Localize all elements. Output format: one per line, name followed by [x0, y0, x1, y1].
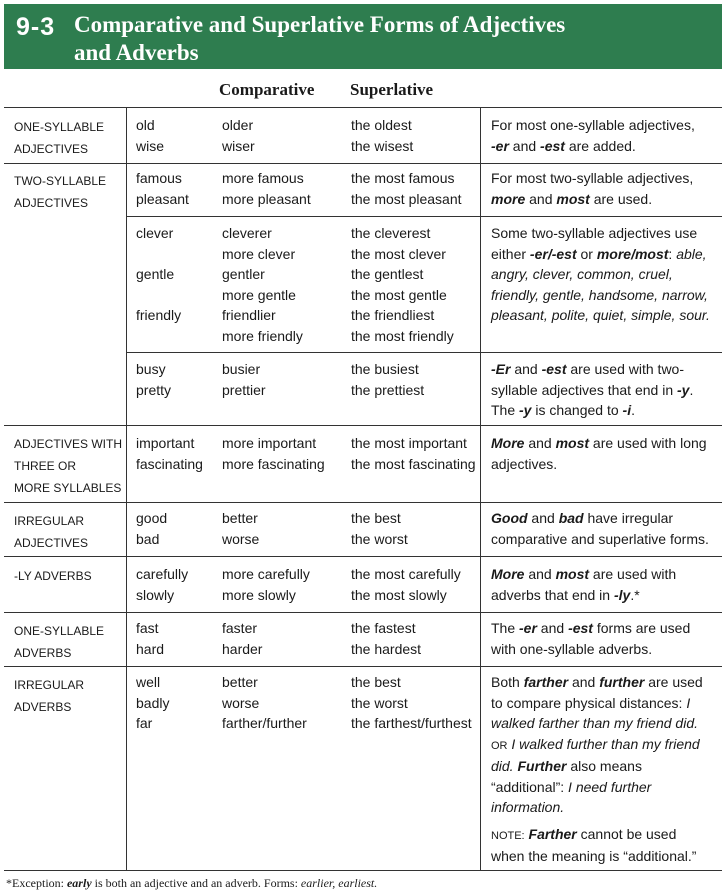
- superlative-forms: the most famous the most pleasant: [351, 170, 462, 207]
- superlative-forms: the cleverest the most clever the gentlest the most gentle the friendliest the most friendly: [351, 225, 454, 344]
- comparative-forms: older wiser: [222, 117, 255, 154]
- comparative-forms: faster harder: [222, 620, 263, 657]
- superlative-forms: the best the worst: [351, 510, 408, 547]
- col-header-superlative: Superlative: [350, 80, 434, 99]
- rule-note: For most one-syllable adjectives, -er and -est are added.: [491, 117, 695, 154]
- comparative-forms: busier prettier: [222, 361, 266, 398]
- rule-bottom: [4, 870, 722, 871]
- base-forms: old wise: [136, 117, 165, 154]
- rule-note: -Er and -est are used with two- syllable adjectives that end in -y. The -y is changed to -i.: [491, 361, 694, 418]
- rule-note: Good and bad have irregular comparative and superlative forms.: [491, 510, 709, 547]
- superlative-forms: the most important the most fascinating: [351, 435, 476, 472]
- rule-partial: [126, 352, 722, 353]
- rule-note: For most two-syllable adjectives, more and most are used.: [491, 170, 694, 207]
- category-irregular-adverbs: IRREGULAR ADVERBS: [14, 678, 85, 714]
- category-ly-adverbs: -LY ADVERBS: [14, 569, 92, 583]
- comparative-forms: more famous more pleasant: [222, 170, 311, 207]
- chart-title: Comparative and Superlative Forms of Adjectives and Adverbs: [74, 12, 566, 65]
- category-one-syllable-adjectives: ONE-SYLLABLE ADJECTIVES: [14, 120, 105, 156]
- comparative-forms: more carefully more slowly: [222, 566, 310, 603]
- rule: [4, 666, 722, 667]
- comparative-forms: better worse: [222, 510, 260, 547]
- rule: [4, 556, 722, 557]
- category-two-syllable-adjectives: TWO-SYLLABLE ADJECTIVES: [14, 174, 107, 210]
- base-forms: fast hard: [136, 620, 165, 657]
- chart-number: 9-3: [16, 13, 56, 41]
- base-forms: busy pretty: [136, 361, 172, 398]
- base-forms: clever gentle friendly: [136, 225, 182, 323]
- category-one-syllable-adverbs: ONE-SYLLABLE ADVERBS: [14, 624, 105, 660]
- rule: [4, 425, 722, 426]
- rule-note: Some two-syllable adjectives use either -er/-est or more/most: able, angry, clever, common, cruel, friendly, gentle, handsome, narrow, pleasant, polite, quiet, simple, sour.: [491, 225, 710, 323]
- col-header-comparative: Comparative: [219, 80, 315, 99]
- rule-note: More and most are used with adverbs that end in -ly.*: [491, 566, 677, 603]
- rule-note: More and most are used with long adjectives.: [491, 435, 707, 472]
- comparative-forms: better worse farther/further: [222, 674, 307, 731]
- rule: [4, 163, 722, 164]
- rule: [4, 612, 722, 613]
- col-divider: [126, 107, 127, 870]
- comparative-forms: more important more fascinating: [222, 435, 325, 472]
- col-divider: [480, 107, 481, 870]
- base-forms: well badly far: [136, 674, 170, 731]
- category-irregular-adjectives: IRREGULAR ADJECTIVES: [14, 514, 89, 550]
- rule: [4, 502, 722, 503]
- superlative-forms: the best the worst the farthest/furthest: [351, 674, 472, 731]
- rule-partial: [126, 216, 722, 217]
- base-forms: carefully slowly: [136, 566, 189, 603]
- footnote: *Exception: early is both an adjective and an adverb. Forms: earlier, earliest.: [6, 876, 378, 890]
- rule-top: [4, 107, 722, 108]
- base-forms: good bad: [136, 510, 168, 547]
- superlative-forms: the fastest the hardest: [351, 620, 422, 657]
- comparative-forms: cleverer more clever gentler more gentle friendlier more friendly: [222, 225, 303, 344]
- rule-note: The -er and -est forms are used with one-syllable adverbs.: [491, 620, 691, 657]
- base-forms: famous pleasant: [136, 170, 189, 207]
- superlative-forms: the busiest the prettiest: [351, 361, 425, 398]
- superlative-forms: the most carefully the most slowly: [351, 566, 461, 603]
- category-three-syllable-adjectives: ADJECTIVES WITH THREE OR MORE SYLLABLES: [14, 437, 123, 495]
- superlative-forms: the oldest the wisest: [351, 117, 414, 154]
- rule-note: Both farther and further are used to compare physical distances: I walked farther than my friend did. OR I walked further than my friend did. Further also means “additional”: I need further information. NOTE: Farther cannot be used when the meaning is “additional.”: [491, 674, 703, 864]
- header-banner: [4, 4, 722, 69]
- base-forms: important fascinating: [136, 435, 203, 472]
